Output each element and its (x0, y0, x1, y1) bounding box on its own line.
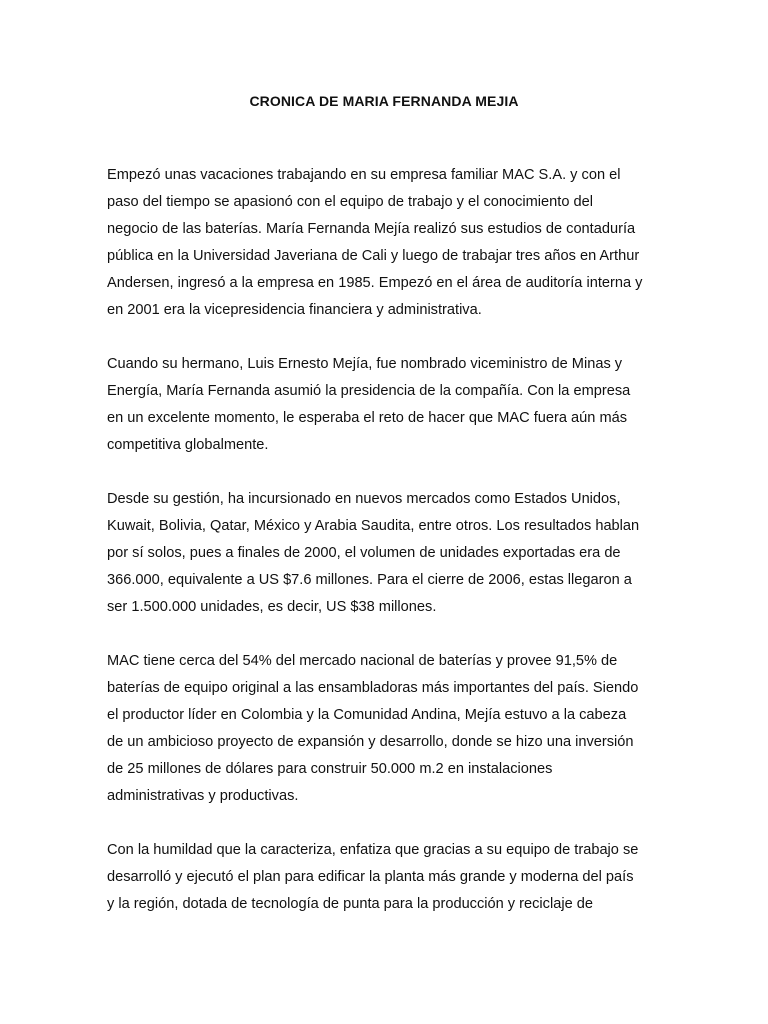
paragraph (107, 648, 665, 810)
text-line: paso del tiempo se apasionó con el equipo de trabajo y el conocimiento del (107, 194, 593, 210)
text-line: Cuando su hermano, Luis Ernesto Mejía, fue nombrado viceministro de Minas y (107, 356, 623, 372)
text-line: ser 1.500.000 unidades, es decir, US $38 millones. (107, 599, 437, 615)
text-line: de 25 millones de dólares para construir 50.000 m.2 en instalaciones (107, 761, 553, 777)
text-line: por sí solos, pues a finales de 2000, el volumen de unidades exportadas era de (107, 545, 621, 561)
text-line: de un ambicioso proyecto de expansión y desarrollo, donde se hizo una inversión (107, 734, 634, 750)
text-line: en 2001 era la vicepresidencia financiera y administrativa. (107, 302, 482, 318)
text-line: pública en la Universidad Javeriana de Cali y luego de trabajar tres años en Arthur (107, 248, 640, 264)
text-line: Energía, María Fernanda asumió la presidencia de la compañía. Con la empresa (107, 383, 631, 399)
text-line: negocio de las baterías. María Fernanda Mejía realizó sus estudios de contaduría (107, 221, 636, 237)
text-line: desarrolló y ejecutó el plan para edificar la planta más grande y moderna del país (107, 869, 634, 885)
text-line: Kuwait, Bolivia, Qatar, México y Arabia Saudita, entre otros. Los resultados hablan (107, 518, 640, 534)
text-line: MAC tiene cerca del 54% del mercado nacional de baterías y provee 91,5% de (107, 653, 618, 669)
paragraph (107, 486, 665, 621)
text-line: y la región, dotada de tecnología de punta para la producción y reciclaje de (107, 896, 593, 912)
text-line: Empezó unas vacaciones trabajando en su empresa familiar MAC S.A. y con el (107, 167, 621, 183)
paragraph (107, 162, 665, 324)
text-line: Con la humildad que la caracteriza, enfatiza que gracias a su equipo de trabajo se (107, 842, 639, 858)
text-line: administrativas y productivas. (107, 788, 299, 804)
page-title: CRONICA DE MARIA FERNANDA MEJIA (249, 93, 519, 109)
text-line: Andersen, ingresó a la empresa en 1985. Empezó en el área de auditoría interna y (107, 275, 643, 291)
paragraph (107, 837, 665, 918)
text-line: Desde su gestión, ha incursionado en nuevos mercados como Estados Unidos, (107, 491, 621, 507)
text-line: competitiva globalmente. (107, 437, 269, 453)
text-line: baterías de equipo original a las ensambladoras más importantes del país. Siendo (107, 680, 639, 696)
text-line: 366.000, equivalente a US $7.6 millones. Para el cierre de 2006, estas llegaron a (107, 572, 632, 588)
text-line: el productor líder en Colombia y la Comunidad Andina, Mejía estuvo a la cabeza (107, 707, 627, 723)
text-line: en un excelente momento, le esperaba el reto de hacer que MAC fuera aún más (107, 410, 628, 426)
paragraph (107, 351, 665, 459)
document-body (107, 162, 665, 945)
